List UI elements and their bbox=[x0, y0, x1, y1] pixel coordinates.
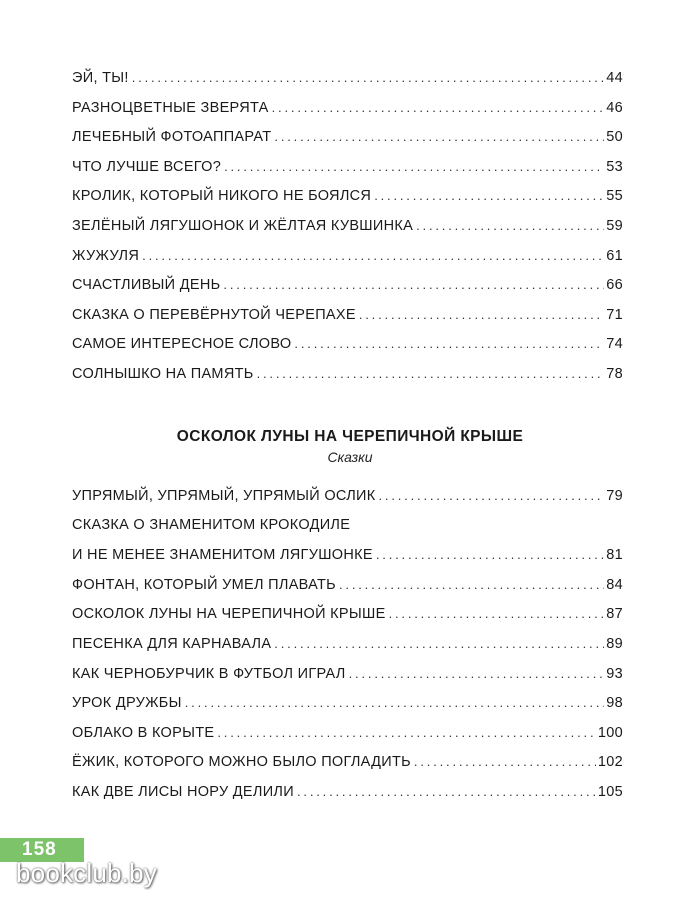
toc-entry bbox=[72, 211, 623, 241]
dot-leader bbox=[223, 270, 604, 300]
toc-entry-page: 74 bbox=[606, 336, 623, 353]
toc-entry-page: 81 bbox=[606, 547, 623, 564]
toc-entry-page: 55 bbox=[606, 188, 623, 205]
toc-entry-page: 53 bbox=[606, 158, 623, 175]
toc-entry-title: РАЗНОЦВЕТНЫЕ ЗВЕРЯТА bbox=[72, 99, 269, 116]
toc-entry-title: ПЕСЕНКА ДЛЯ КАРНАВАЛА bbox=[72, 635, 272, 652]
toc-entry-title: ОБЛАКО В КОРЫТЕ bbox=[72, 724, 215, 741]
toc-entry-page: 100 bbox=[597, 724, 623, 741]
toc-entry-title: ЭЙ, ТЫ! bbox=[72, 70, 129, 86]
dot-leader bbox=[217, 718, 596, 748]
toc-entry-page: 44 bbox=[606, 70, 623, 86]
toc-entry-title: ЗЕЛЁНЫЙ ЛЯГУШОНОК И ЖЁЛТАЯ КУВШИНКА bbox=[72, 217, 414, 234]
watermark: bookclub.by bbox=[16, 858, 157, 888]
section-title: ОСКОЛОК ЛУНЫ НА ЧЕРЕПИЧНОЙ КРЫШЕ bbox=[176, 428, 524, 445]
toc-entry bbox=[72, 270, 623, 300]
dot-leader bbox=[294, 329, 604, 359]
dot-leader bbox=[142, 241, 604, 271]
toc-entry-page: 87 bbox=[606, 606, 623, 623]
toc-entry bbox=[72, 688, 623, 718]
toc-entry-title: САМОЕ ИНТЕРЕСНОЕ СЛОВО bbox=[72, 336, 292, 353]
toc-entry-page: 98 bbox=[606, 695, 623, 712]
dot-leader bbox=[224, 152, 604, 182]
toc-list-part1 bbox=[72, 63, 623, 389]
toc-entry-title: ЖУЖУЛЯ bbox=[72, 247, 140, 264]
toc-entry-title: УПРЯМЫЙ, УПРЯМЫЙ, УПРЯМЫЙ ОСЛИК bbox=[72, 488, 376, 504]
toc-entry bbox=[72, 122, 623, 152]
toc-entry-title: ЁЖИК, КОТОРОГО МОЖНО БЫЛО ПОГЛАДИТЬ bbox=[72, 754, 411, 771]
dot-leader bbox=[376, 540, 604, 570]
dot-leader bbox=[374, 181, 604, 211]
toc-entry-title: СЧАСТЛИВЫЙ ДЕНЬ bbox=[72, 277, 221, 294]
toc-entry-title: КРОЛИК, КОТОРЫЙ НИКОГО НЕ БОЯЛСЯ bbox=[72, 188, 372, 205]
toc-entry-page: 46 bbox=[606, 99, 623, 116]
toc-entry-page: 66 bbox=[606, 277, 623, 294]
toc-entry-page: 59 bbox=[606, 217, 623, 234]
dot-leader bbox=[359, 300, 604, 330]
toc-entry-title: И НЕ МЕНЕЕ ЗНАМЕНИТОМ ЛЯГУШОНКЕ bbox=[72, 547, 373, 564]
dot-leader bbox=[339, 570, 604, 600]
toc-entry bbox=[72, 359, 623, 389]
toc-entry-page: 71 bbox=[606, 306, 623, 323]
toc-entry-page: 50 bbox=[606, 129, 623, 146]
dot-leader bbox=[297, 777, 596, 807]
section-header bbox=[0, 426, 700, 466]
toc-entry-page: 78 bbox=[606, 365, 623, 382]
toc-entry bbox=[72, 481, 623, 511]
toc-entry bbox=[72, 747, 623, 777]
section-subtitle: Сказки bbox=[327, 449, 373, 465]
toc-entry-title: СОЛНЫШКО НА ПАМЯТЬ bbox=[72, 365, 254, 382]
dot-leader bbox=[274, 629, 604, 659]
toc-entry-page: 102 bbox=[597, 754, 623, 771]
toc-entry-title: СКАЗКА О ЗНАМЕНИТОМ КРОКОДИЛЕ bbox=[72, 516, 351, 533]
toc-entry bbox=[72, 570, 623, 600]
toc-entry bbox=[72, 300, 623, 330]
toc-entry bbox=[72, 241, 623, 271]
toc-entry-title: УРОК ДРУЖБЫ bbox=[72, 695, 182, 712]
toc-entry bbox=[72, 181, 623, 211]
toc-entry-title: ОСКОЛОК ЛУНЫ НА ЧЕРЕПИЧНОЙ КРЫШЕ bbox=[72, 606, 386, 623]
dot-leader bbox=[274, 122, 604, 152]
dot-leader bbox=[414, 747, 596, 777]
toc-list-part2 bbox=[72, 481, 623, 807]
dot-leader bbox=[257, 359, 605, 389]
toc-entry-page: 89 bbox=[606, 635, 623, 652]
toc-entry bbox=[72, 777, 623, 807]
dot-leader bbox=[389, 599, 605, 629]
page-number: 158 bbox=[22, 839, 57, 860]
toc-entry-title: ЛЕЧЕБНЫЙ ФОТОАППАРАТ bbox=[72, 129, 272, 146]
toc-entry bbox=[72, 152, 623, 182]
dot-leader bbox=[349, 659, 605, 689]
toc-entry-title: СКАЗКА О ПЕРЕВЁРНУТОЙ ЧЕРЕПАХЕ bbox=[72, 306, 356, 323]
dot-leader bbox=[185, 688, 605, 718]
toc-entry-page: 79 bbox=[606, 488, 623, 504]
toc-entry-title: КАК ДВЕ ЛИСЫ НОРУ ДЕЛИЛИ bbox=[72, 783, 294, 800]
toc-entry-title: КАК ЧЕРНОБУРЧИК В ФУТБОЛ ИГРАЛ bbox=[72, 665, 346, 682]
toc-entry-title: ЧТО ЛУЧШЕ ВСЕГО? bbox=[72, 158, 222, 175]
toc-entry bbox=[72, 659, 623, 689]
toc-entry bbox=[72, 93, 623, 123]
dot-leader bbox=[132, 63, 605, 93]
dot-leader bbox=[272, 93, 605, 123]
dot-leader bbox=[416, 211, 604, 241]
toc-entry bbox=[72, 63, 623, 93]
toc-entry-page: 84 bbox=[606, 576, 623, 593]
toc-entry-page: 105 bbox=[597, 783, 623, 800]
toc-entry-page: 61 bbox=[606, 247, 623, 264]
toc-entry bbox=[72, 629, 623, 659]
toc-entry bbox=[72, 599, 623, 629]
toc-entry bbox=[72, 540, 623, 570]
toc-entry-page: 93 bbox=[606, 665, 623, 682]
dot-leader bbox=[378, 481, 604, 511]
toc-entry bbox=[72, 511, 623, 541]
toc-entry bbox=[72, 329, 623, 359]
toc-entry bbox=[72, 718, 623, 748]
toc-entry-title: ФОНТАН, КОТОРЫЙ УМЕЛ ПЛАВАТЬ bbox=[72, 576, 336, 593]
